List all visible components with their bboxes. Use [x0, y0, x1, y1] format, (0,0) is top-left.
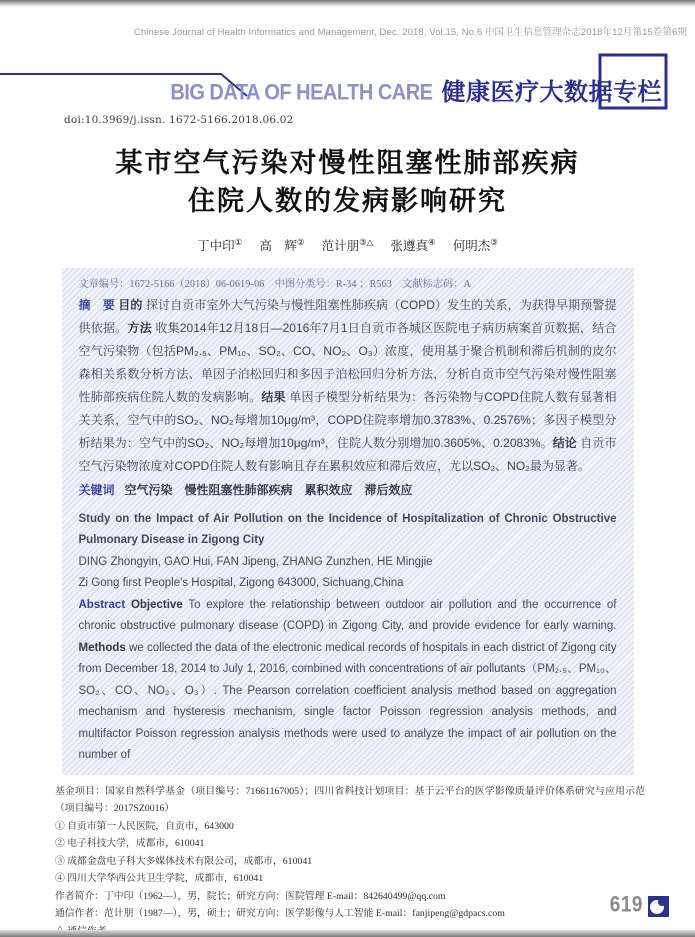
journal-header-line: Chinese Journal of Health Informatics and Management, Dec. 2018, Vol.15, No.6 中国卫生信息管理杂志2018年12月第15卷第6期: [133, 27, 687, 38]
page-number: 619: [609, 893, 643, 918]
affiliation-note: ③ 成都金盘电子科大多媒体技术有限公司，成都市，610041: [55, 855, 313, 867]
article-title-line1: 某市空气污染对慢性阻塞性肺部疾病: [115, 148, 580, 178]
banner-english-label: BIG DATA OF HEALTH CARE: [170, 80, 433, 105]
objective-label: 目的: [118, 297, 143, 312]
english-block: [79, 509, 617, 767]
english-abstract-label: Abstract: [78, 598, 126, 611]
author-affiliation-mark: ③: [490, 236, 498, 247]
author-affiliation-mark: ③△: [359, 236, 374, 247]
keywords-items: 空气污染 慢性阻塞性肺部疾病 累积效应 滞后效应: [124, 482, 413, 497]
english-methods-text: we collected the data of the electronic medical records of hospitals in each district of Zigong city from December 18, 2014 to July 1, 2016, combined with concentrations of air pollutants（PM₂.₅、PM₁₀、SO₂、CO、NO₂、O₃）. The Pearson correlation coefficient analysis method based on aggregation mechanism and hysteresis mechanism, single factor Poisson regression analysis methods, and multifactor Poisson regression analysis methods were used to analyze the impact of air pollution on the number of: [78, 641, 617, 762]
author-affiliation-mark: ①: [234, 236, 243, 247]
keywords-label: 关键词: [78, 482, 115, 497]
section-banner: [0, 38, 695, 104]
author-affiliation-mark: ②: [296, 236, 305, 247]
doi-line: doi:10.3969/j.issn. 1672-5166.2018.06.02: [64, 114, 294, 126]
footnotes: [55, 783, 645, 937]
abstract-label: 摘 要: [78, 297, 115, 312]
page-bottom-edge: [0, 930, 695, 937]
english-title: Study on the Impact of Air Pollution on the Incidence of Hospitalization of Chronic Obstructive Pulmonary Disease in Zigong City: [78, 512, 617, 547]
english-methods-label: Methods: [78, 641, 126, 654]
author: 张遵真④: [390, 236, 436, 253]
affiliation-note: ① 自贡市第一人民医院，自贡市，643000: [55, 820, 234, 832]
author-affiliation-mark: ④: [427, 236, 436, 247]
author-list: [0, 236, 695, 254]
corresponding-author-note: 通信作者：范计朋（1987—），男，硕士；研究方向：医学影像与人工智能 E-mail：fanjipeng@gdpacs.com: [55, 908, 505, 920]
keywords-line: [79, 479, 617, 502]
conclusion-label: 结论: [552, 435, 577, 450]
english-authors: DING Zhongyin, GAO Hui, FAN Jipeng, ZHANG Zunzhen, HE Mingjie: [78, 555, 433, 568]
english-objective-label: Objective: [130, 598, 183, 611]
article-title-line2: 住院人数的发病影响研究: [188, 186, 507, 217]
chinese-abstract: [79, 294, 617, 478]
page-badge: [610, 895, 669, 917]
affiliation-note: ④ 四川大学华西公共卫生学院，成都市，610041: [55, 873, 264, 885]
objective-text: 探讨自贡市室外大气污染与慢性阻塞性肺疾病（COPD）发生的关系，为获得早期预警提供依据。: [78, 297, 617, 335]
author: 何明杰③: [452, 236, 498, 253]
banner-chinese-label: 健康医疗大数据专栏: [441, 79, 662, 106]
results-label: 结果: [261, 389, 286, 404]
abstract-box: [62, 268, 634, 775]
journal-logo-icon: [648, 896, 669, 917]
methods-label: 方法: [127, 320, 152, 335]
author: 丁中印①: [197, 236, 243, 253]
english-affiliation: Zi Gong first People's Hospital, Zigong 643000, Sichuang,China: [78, 577, 404, 590]
results-text: 单因子模型分析结果为：各污染物与COPD住院人数有显著相关关系，空气中的SO₂、NO₂每增加10μg/m³，COPD住院率增加0.3783%、0.2576%；多因子模型分析结果为：空气中的SO₂、NO₂每增加10μg/m³，住院人数分别增加0.3605%、0.2083%。: [78, 389, 617, 450]
banner-text: [170, 72, 662, 107]
conclusion-text: 自贡市空气污染物浓度对COPD住院人数有影响且存在累积效应和滞后效应，尤以SO₂、NO₂最为显著。: [78, 435, 617, 473]
article-meta-line: 文章编号：1672-5166（2018）06-0619-06 中图分类号：R-34 ；R563 文献标志码：A: [78, 278, 471, 290]
english-objective-text: To explore the relationship between outdoor air pollution and the occurrence of chronic obstructive pulmonary disease (COPD) in Zigong City, and provide evidence for early warning.: [78, 598, 617, 633]
author: 范计朋③△: [321, 236, 374, 253]
english-abstract: [79, 595, 617, 767]
page-top-edge: [0, 0, 695, 7]
affiliation-note: ② 电子科技大学，成都市，610041: [55, 838, 205, 850]
author-bio-note: 作者简介：丁中印（1962—），男，院长；研究方向：医院管理 E-mail：842640499@qq.com: [55, 890, 446, 902]
author: 高 辉②: [259, 236, 305, 253]
article-title: [0, 144, 695, 221]
methods-text: 收集2014年12月18日—2016年7月1日自贡市各城区医院电子病历病案首页数据，结合空气污染物（包括PM₂.₅、PM₁₀、SO₂、CO、NO₂、O₃）浓度，使用基于聚合机制和滞后机制的皮尔森相关系数分析方法、单因子泊松回归和多因子泊松回归分析方法，分析自贡市空气污染对慢性阻塞性肺部疾病住院人数的发病影响。: [78, 320, 617, 404]
fund-note: 基金项目：国家自然科学基金（项目编号：71661167005）；四川省科技计划项目：基于云平台的医学影像质量评价体系研究与应用示范（项目编号：2017SZ0016）: [55, 785, 645, 815]
